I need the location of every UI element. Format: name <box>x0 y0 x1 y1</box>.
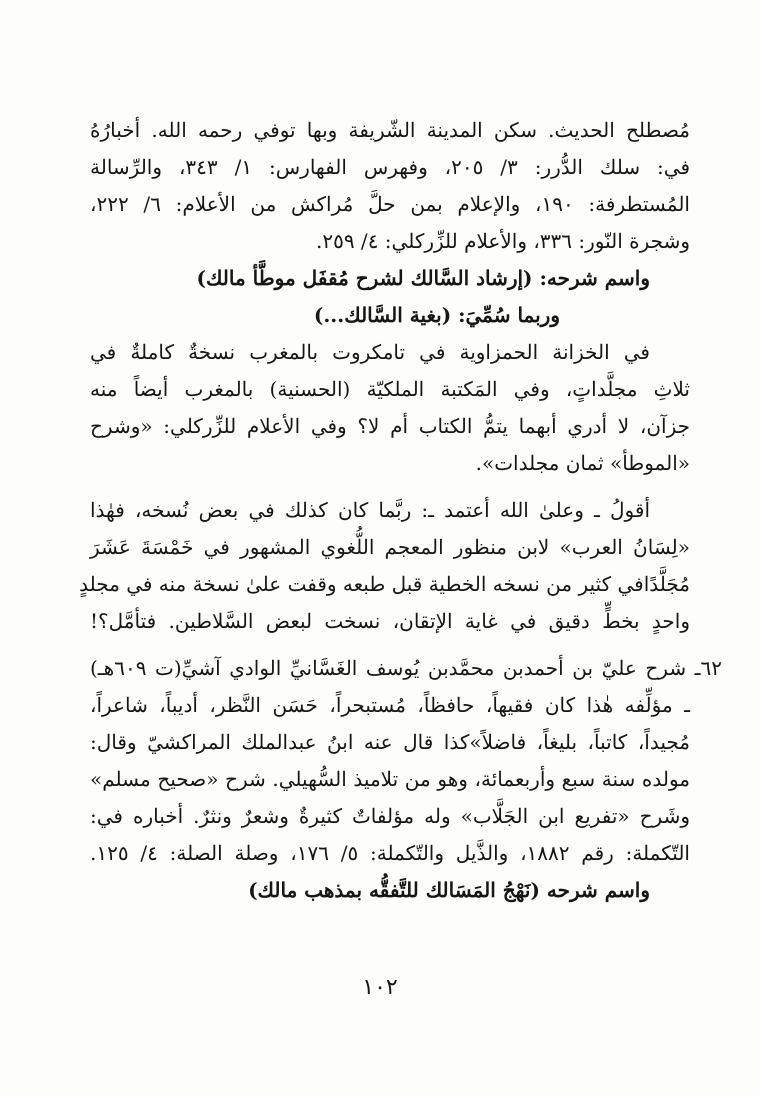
text-line: مُجَلَّدًافي كثير من نسخه الخطية قبل طبعه وقفت علىٰ نسخة منه في مجلدٍ <box>79 572 690 596</box>
text-line: ثلاثِ مجلَّداتٍ، وفي المَكتبة الملكيّة (الحسنية) بالمغرب أيضاً منه <box>90 377 690 401</box>
text-line: واحدٍ بخطٍّ دقيق في غاية الإتقان، نسخت لبعض السَّلاطين. فتأمَّل؟! <box>90 609 690 633</box>
text-line: مُجيداً، كاتباً، بليغاً، فاضلاً»كذا قال عنه ابنُ عبدالملك المراكشيّ وقال: <box>90 730 690 754</box>
text-line: «الموطأ» ثمان مجلدات». <box>475 451 690 475</box>
text-line: مُصطلح الحديث. سكن المدينة الشّريفة وبها توفي رحمه الله. أخبارُهُ <box>90 118 690 142</box>
text-line: التّكملة: رقم ١٨٨٢، والذَّيل والتّكملة: ٥/ ١٧٦، وصلة الصلة: ٤/ ١٢٥. <box>90 841 690 865</box>
alternate-title: وربما سُمِّيَ: (بغية السَّالك...) <box>313 303 560 327</box>
page-number: ١٠٢ <box>362 975 398 1000</box>
text-line: ـ مؤلِّفه هٰذا كان فقيهاً، حافظاً، مُستبحراً، حَسَن النَّظر، أديباً، شاعراً، <box>90 693 690 717</box>
text-line: أقولُ ـ وعلىٰ الله أعتمد ـ: ربَّما كان كذلك في بعض نُسخه، فهٰذا <box>90 498 650 522</box>
text-line: وشَرح «تفريع ابن الجَلَّاب» وله مؤلفاتٌ كثيرةٌ وشعرٌ ونثرٌ. أخباره في: <box>90 804 690 828</box>
text-line: وشجرة النّور: ٣٣٦، والأعلام للزِّركلي: ٤/ ٢٥٩. <box>315 229 690 253</box>
text-line: مولده سنة سبع وأربعمائة، وهو من تلاميذ السُّهيلي. شرح «صحيح مسلم» <box>90 767 690 791</box>
text-line: جزآن، لا أدري أبهما يتمُّ الكتاب أم لا؟ وفي الأعلام للزِّركلي: «وشرح <box>90 414 690 438</box>
page-body <box>79 113 722 933</box>
commentary-title: واسم شرحه: (إرشاد السَّالك لشرح مُقفَل موطَّأ مالك) <box>196 266 650 290</box>
text-line: المُستطرفة: ١٩٠، والإعلام بمن حلَّ مُراكش من الأعلام: ٦/ ٢٢٢، <box>90 192 690 216</box>
text-line: في الخزانة الحمزاوية في تامكروت بالمغرب نسخةٌ كاملةٌ في <box>90 340 650 364</box>
entry-heading: ٦٢ـ شرح عليّ بن أحمدبن محمَّدبن يُوسف الغَسَّانيِّ الوادي آشيِّ(ت ٦٠٩هـ) <box>90 656 722 680</box>
text-line: في: سلك الدُّرر: ٣/ ٢٠٥، وفهرس الفهارس: ١/ ٣٤٣، والرِّسالة <box>90 155 691 179</box>
commentary-title: واسم شرحه (نَهْجُ المَسَالك للتَّفقُّه بمذهب مالك) <box>248 878 650 902</box>
text-line: «لِسَانُ العرب» لابن منظور المعجم اللُّغوي المشهور في خَمْسَةَ عَشَرَ <box>90 535 690 559</box>
